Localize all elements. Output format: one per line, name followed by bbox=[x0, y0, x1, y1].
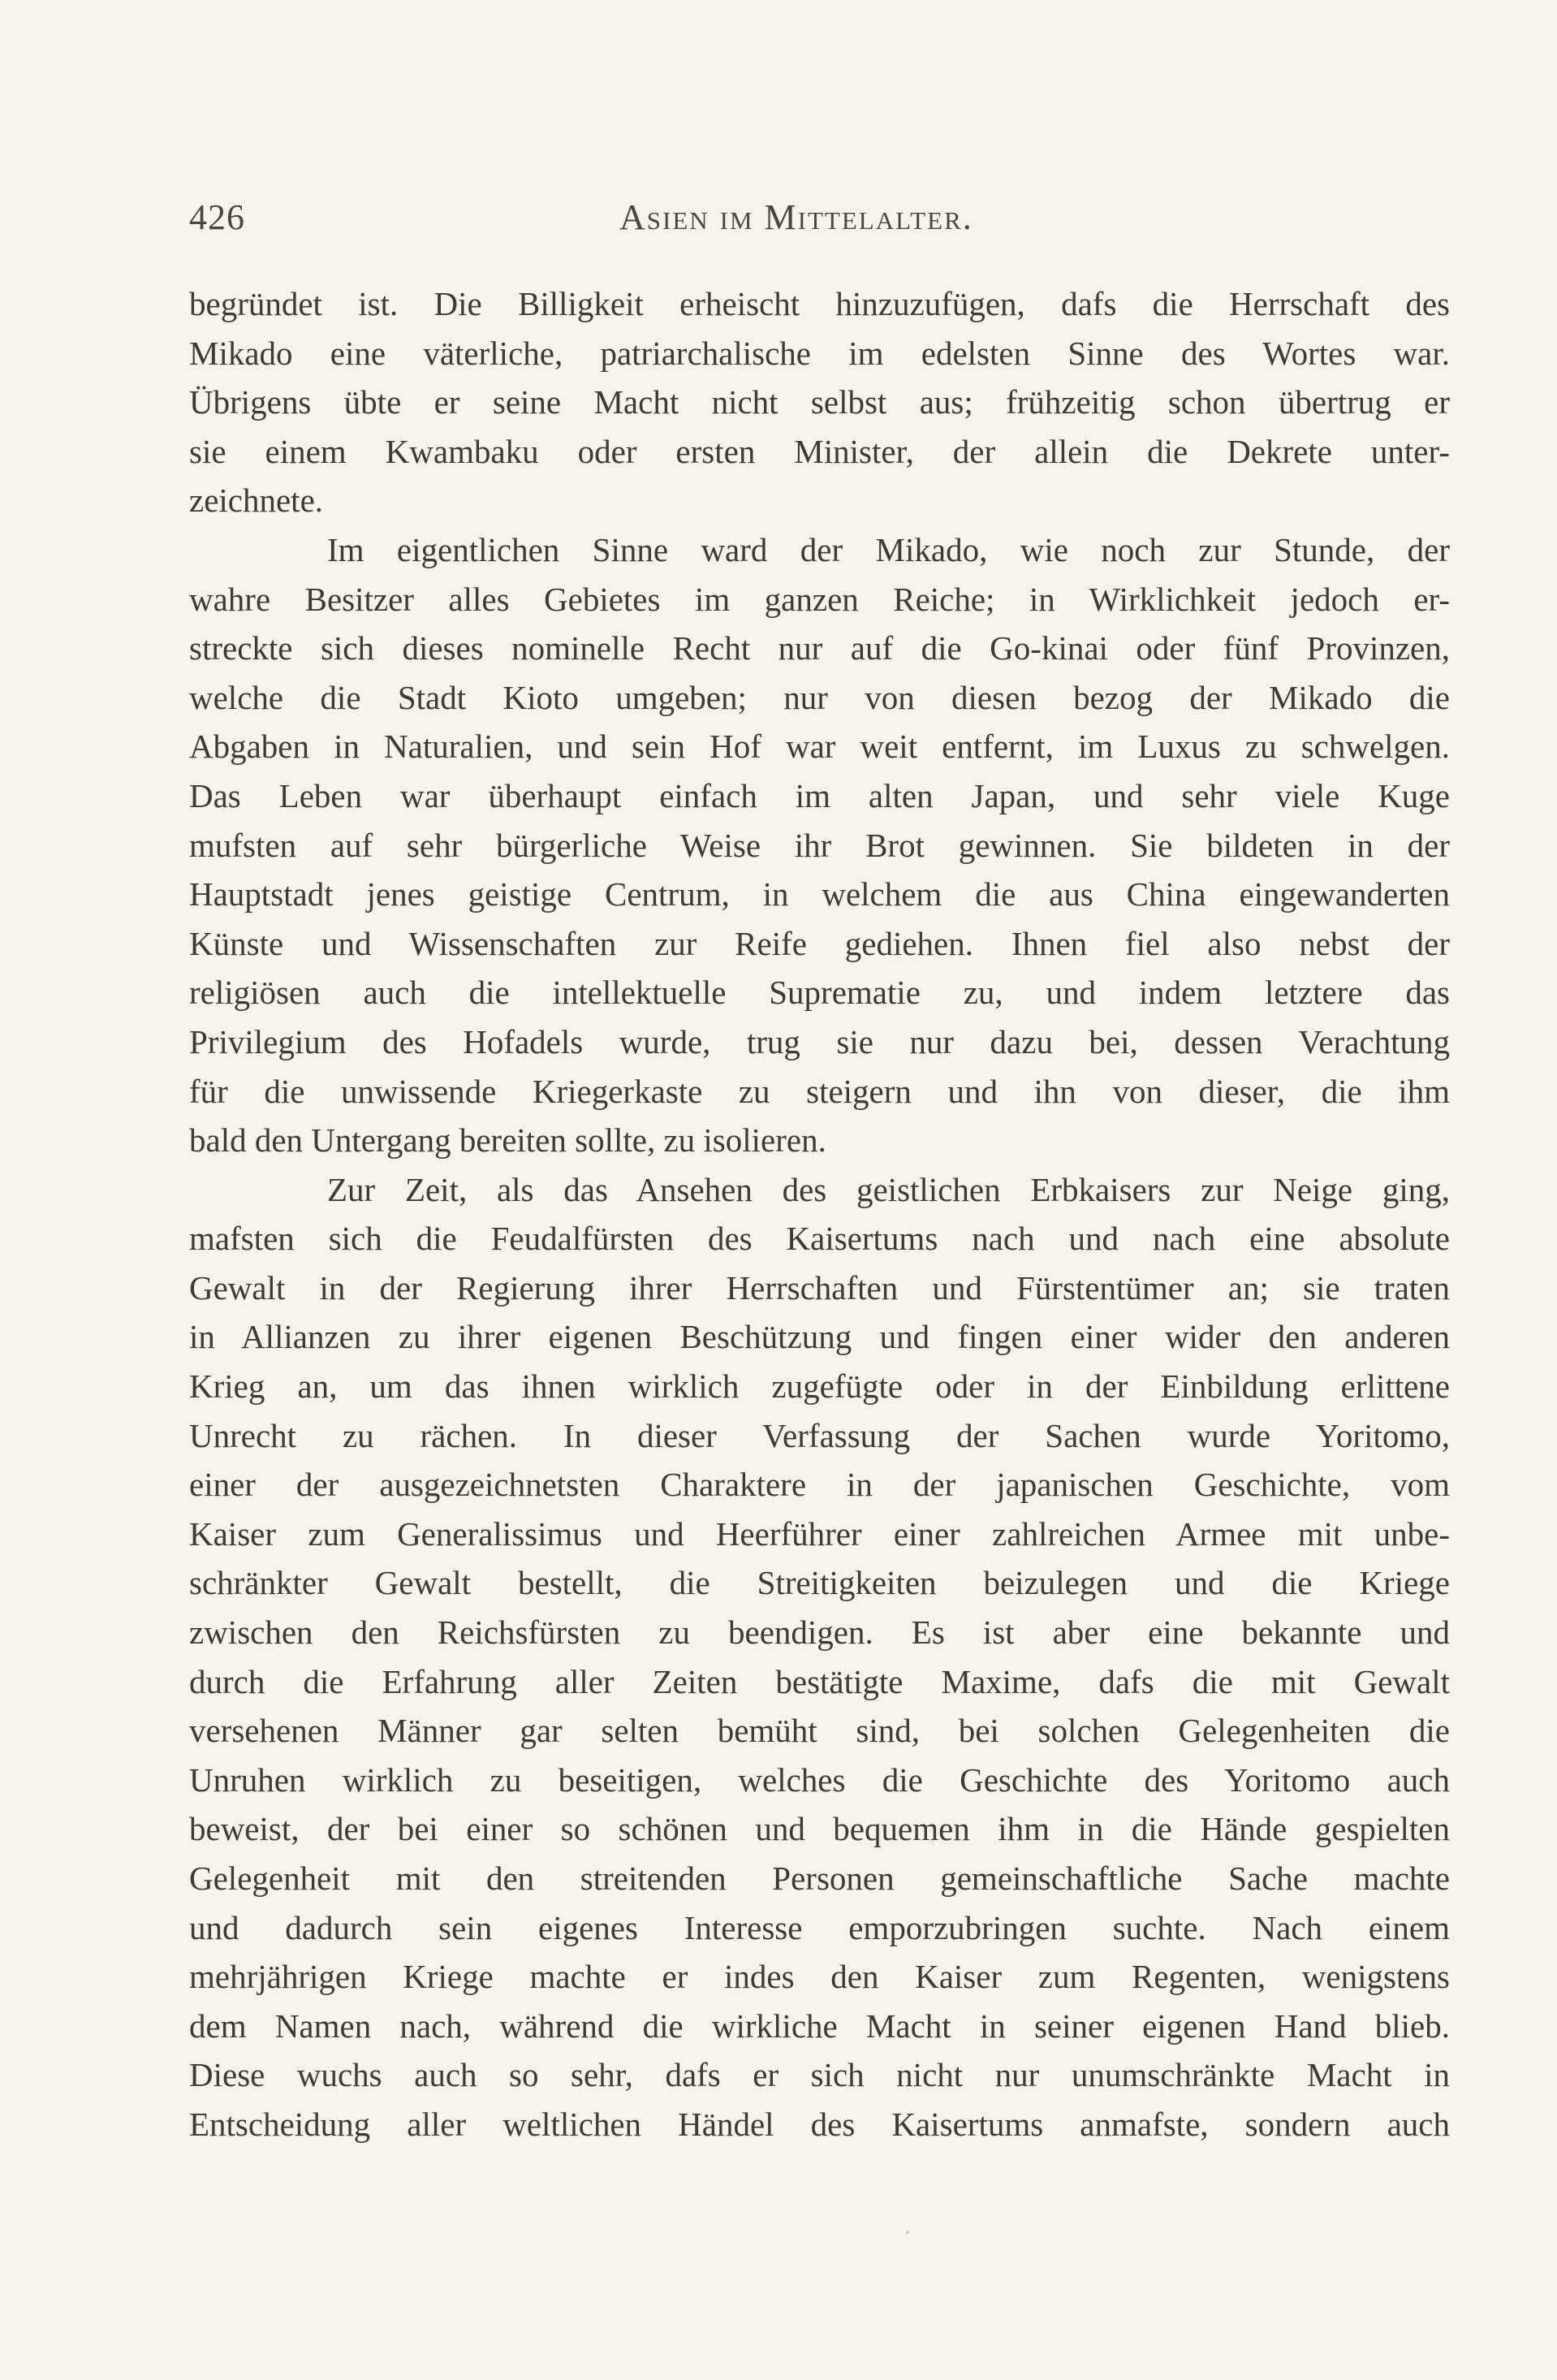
text-line: durch die Erfahrung aller Zeiten bestätigte Maxime, dafs die mit Gewalt bbox=[189, 1662, 1450, 1700]
text-line: zeichnete. bbox=[189, 482, 324, 520]
text-line: mufsten auf sehr bürgerliche Weise ihr Brot gewinnen. Sie bildeten in der bbox=[189, 826, 1450, 864]
text-line: in Allianzen zu ihrer eigenen Beschützung und fingen einer wider den anderen bbox=[189, 1318, 1450, 1356]
text-line: mafsten sich die Feudalfürsten des Kaisertums nach und nach eine absolute bbox=[189, 1220, 1450, 1258]
body-text bbox=[189, 279, 1450, 2149]
text-line: Gelegenheit mit den streitenden Personen gemeinschaftliche Sache machte bbox=[189, 1860, 1450, 1897]
text-line: Übrigens übte er seine Macht nicht selbst aus; frühzeitig schon übertrug er bbox=[189, 383, 1450, 421]
text-line: Zur Zeit, als das Ansehen des geistlichen Erbkaisers zur Neige ging, bbox=[327, 1170, 1450, 1208]
text-line: streckte sich dieses nominelle Recht nur auf die Go-kinai oder fünf Provinzen, bbox=[189, 629, 1450, 667]
text-line: welche die Stadt Kioto umgeben; nur von diesen bezog der Mikado die bbox=[189, 678, 1450, 716]
text-line: schränkter Gewalt bestellt, die Streitigkeiten beizulegen und die Kriege bbox=[189, 1564, 1450, 1602]
running-header bbox=[189, 197, 1450, 253]
text-line: Kaiser zum Generalissimus und Heerführer einer zahlreichen Armee mit unbe- bbox=[189, 1514, 1450, 1553]
text-line: bald den Untergang bereiten sollte, zu isolieren. bbox=[189, 1121, 826, 1160]
text-line: mehrjährigen Kriege machte er indes den Kaiser zum Regenten, wenigstens bbox=[189, 1958, 1450, 1996]
text-line: begründet ist. Die Billigkeit erheischt hinzuzufügen, dafs die Herrschaft des bbox=[189, 285, 1450, 322]
text-line: Unrecht zu rächen. In dieser Verfassung der Sachen wurde Yoritomo, bbox=[189, 1416, 1450, 1454]
text-line: versehenen Männer gar selten bemüht sind, bei solchen Gelegenheiten die bbox=[189, 1712, 1450, 1750]
text-line: Das Leben war überhaupt einfach im alten Japan, und sehr viele Kuge bbox=[189, 776, 1450, 814]
text-line: sie einem Kwambaku oder ersten Minister, der allein die Dekrete unter- bbox=[189, 432, 1450, 470]
text-line: zwischen den Reichsfürsten zu beendigen. Es ist aber eine bekannte und bbox=[189, 1613, 1450, 1652]
page-number: 426 bbox=[189, 197, 245, 237]
text-line: Im eigentlichen Sinne ward der Mikado, wie noch zur Stunde, der bbox=[327, 530, 1450, 568]
text-line: wahre Besitzer alles Gebietes im ganzen Reiche; in Wirklichkeit jedoch er- bbox=[189, 580, 1450, 618]
text-line: Abgaben in Naturalien, und sein Hof war weit entfernt, im Luxus zu schwelgen. bbox=[189, 728, 1450, 766]
text-line: einer der ausgezeichnetsten Charaktere in der japanischen Geschichte, vom bbox=[189, 1466, 1450, 1504]
text-line: Unruhen wirklich zu beseitigen, welches die Geschichte des Yoritomo auch bbox=[189, 1760, 1450, 1799]
text-line: Hauptstadt jenes geistige Centrum, in welchem die aus China eingewanderten bbox=[189, 875, 1450, 914]
text-line: für die unwissende Kriegerkaste zu steigern und ihn von dieser, die ihm bbox=[189, 1072, 1450, 1110]
text-line: dem Namen nach, während die wirkliche Macht in seiner eigenen Hand blieb. bbox=[189, 2006, 1450, 2045]
text-line: beweist, der bei einer so schönen und bequemen ihm in die Hände gespielten bbox=[189, 1810, 1450, 1848]
paper-speckle bbox=[906, 2231, 909, 2234]
text-line: Krieg an, um das ihnen wirklich zugefügte oder in der Einbildung erlittene bbox=[189, 1367, 1450, 1406]
text-line: Privilegium des Hofadels wurde, trug sie nur dazu bei, dessen Verachtung bbox=[189, 1022, 1450, 1060]
text-line: religiösen auch die intellektuelle Suprematie zu, und indem letztere das bbox=[189, 974, 1450, 1012]
text-line: Gewalt in der Regierung ihrer Herrschaften und Fürstentümer an; sie traten bbox=[189, 1268, 1450, 1307]
text-line: Diese wuchs auch so sehr, dafs er sich nicht nur unumschränkte Macht in bbox=[189, 2056, 1450, 2094]
text-line: Entscheidung aller weltlichen Händel des Kaisertums anmafste, sondern auch bbox=[189, 2105, 1450, 2143]
running-title: Asien im Mittelalter. bbox=[619, 197, 973, 237]
text-line: Künste und Wissenschaften zur Reife gediehen. Ihnen fiel also nebst der bbox=[189, 924, 1450, 962]
text-line: und dadurch sein eigenes Interesse emporzubringen suchte. Nach einem bbox=[189, 1908, 1450, 1946]
text-line: Mikado eine väterliche, patriarchalische im edelsten Sinne des Wortes war. bbox=[189, 334, 1450, 372]
